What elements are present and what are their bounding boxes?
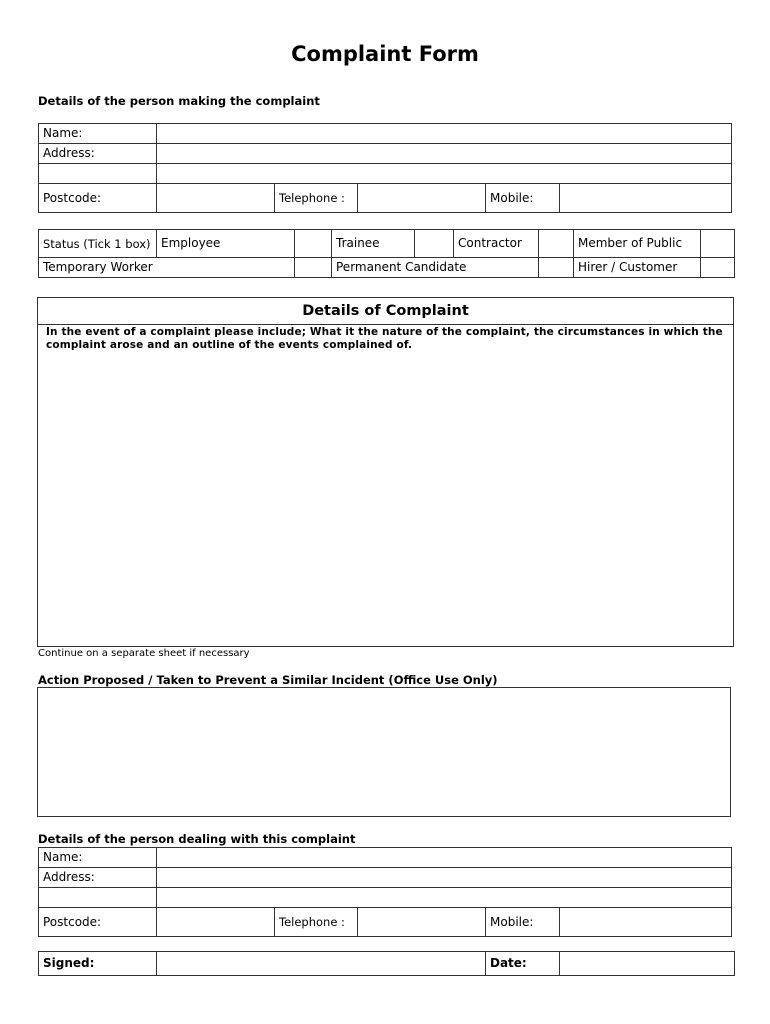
handler-address-field-line2[interactable] xyxy=(157,888,732,908)
complainant-details-table xyxy=(38,123,732,213)
handler-telephone-label: Telephone : xyxy=(275,908,358,937)
complainant-telephone-label: Telephone : xyxy=(275,184,358,213)
complainant-mobile-field[interactable] xyxy=(560,184,732,213)
status-option-label: Temporary Worker xyxy=(39,258,295,278)
status-option-label: Trainee xyxy=(332,230,415,258)
complainant-telephone-field[interactable] xyxy=(358,184,486,213)
handler-heading: Details of the person dealing with this complaint xyxy=(38,832,356,846)
handler-details-table xyxy=(38,847,732,937)
status-checkbox-temporary-worker[interactable] xyxy=(295,258,332,278)
complainant-address-spacer xyxy=(39,164,157,184)
complainant-heading: Details of the person making the complaint xyxy=(38,94,320,108)
complainant-address-field-line2[interactable] xyxy=(157,164,732,184)
handler-address-field[interactable] xyxy=(157,868,732,888)
status-option-label: Employee xyxy=(157,230,295,258)
status-label: Status (Tick 1 box) xyxy=(39,230,157,258)
handler-name-label: Name: xyxy=(39,848,157,868)
complainant-name-label: Name: xyxy=(39,124,157,144)
complainant-name-field[interactable] xyxy=(157,124,732,144)
complainant-address-label: Address: xyxy=(39,144,157,164)
date-field[interactable] xyxy=(560,952,735,976)
continue-note: Continue on a separate sheet if necessary xyxy=(38,648,250,659)
status-option-label: Hirer / Customer xyxy=(574,258,701,278)
complaint-details-heading: Details of Complaint xyxy=(38,298,733,325)
action-proposed-field[interactable] xyxy=(37,687,731,817)
signed-label: Signed: xyxy=(39,952,157,976)
action-heading: Action Proposed / Taken to Prevent a Similar Incident (Office Use Only) xyxy=(38,673,498,687)
status-checkbox-employee[interactable] xyxy=(295,230,332,258)
handler-name-field[interactable] xyxy=(157,848,732,868)
handler-mobile-label: Mobile: xyxy=(486,908,560,937)
status-option-label: Member of Public xyxy=(574,230,701,258)
status-option-label: Permanent Candidate xyxy=(332,258,539,278)
handler-mobile-field[interactable] xyxy=(560,908,732,937)
page-title: Complaint Form xyxy=(291,42,479,66)
status-checkbox-member-of-public[interactable] xyxy=(701,230,735,258)
complainant-postcode-label: Postcode: xyxy=(39,184,157,213)
handler-address-spacer xyxy=(39,888,157,908)
signoff-table xyxy=(38,951,735,976)
status-checkbox-trainee[interactable] xyxy=(415,230,454,258)
status-checkbox-permanent-candidate[interactable] xyxy=(539,258,574,278)
complaint-instructions: In the event of a complaint please include; What it the nature of the complaint, the circumstances in which the complaint arose and an outline of the events complained of. xyxy=(46,326,723,351)
date-label: Date: xyxy=(486,952,560,976)
complainant-postcode-field[interactable] xyxy=(157,184,275,213)
handler-postcode-field[interactable] xyxy=(157,908,275,937)
complaint-details-box xyxy=(37,297,734,647)
status-option-label: Contractor xyxy=(454,230,539,258)
status-checkbox-contractor[interactable] xyxy=(539,230,574,258)
handler-address-label: Address: xyxy=(39,868,157,888)
complaint-details-field[interactable] xyxy=(38,350,733,646)
status-table xyxy=(38,229,735,278)
signature-field[interactable] xyxy=(157,952,486,976)
status-checkbox-hirer-customer[interactable] xyxy=(701,258,735,278)
handler-postcode-label: Postcode: xyxy=(39,908,157,937)
handler-telephone-field[interactable] xyxy=(358,908,486,937)
complainant-address-field[interactable] xyxy=(157,144,732,164)
complainant-mobile-label: Mobile: xyxy=(486,184,560,213)
